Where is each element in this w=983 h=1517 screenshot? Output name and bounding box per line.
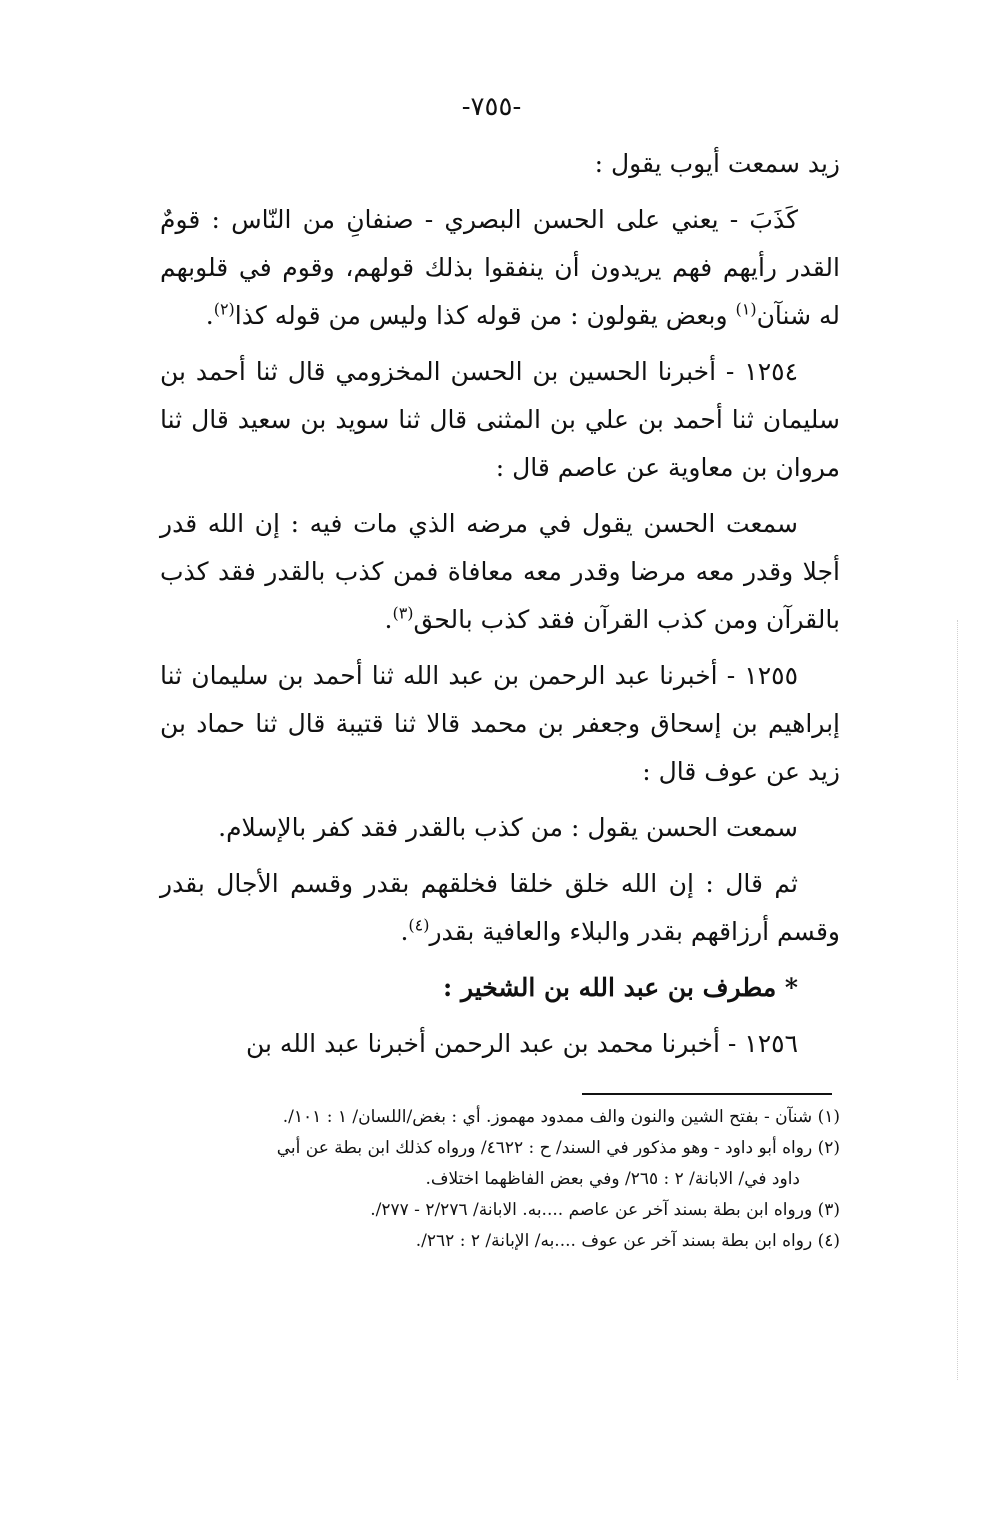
footnote-ref-3[interactable]: (٣) (392, 603, 414, 623)
paragraph-5: ١٢٥٥ - أخبرنا عبد الرحمن بن عبد الله ثنا أحمد بن سليمان ثنا إبراهيم بن إسحاق وجعفر بن محمد قالا ثنا قتيبة قال ثنا حماد بن زيد عن عوف قال : (160, 661, 840, 786)
paragraph-7: ثم قال : إن الله خلق خلقا فخلقهم بقدر وقسم الأجال بقدر وقسم أرزاقهم بقدر والبلاء والعافية بقدر$^{(٤)}$. (160, 869, 840, 946)
paragraph-1: زيد سمعت أيوب يقول : (594, 149, 840, 178)
paragraph-3: ١٢٥٤ - أخبرنا الحسين بن الحسن المخزومي قال ثنا أحمد بن سليمان ثنا أحمد بن علي بن المثنى قال ثنا سويد بن سعيد قال ثنا مروان بن معاوية عن عاصم قال : (160, 357, 840, 482)
paragraph-2: كَذَبَ - يعني على الحسن البصري - صنفانِ من النّاس : قومٌ القدر رأيهم فهم يريدون أن ينفقوا بذلك قولهم، وقوم في قلوبهم له شنآن$^{(١)}$ وبعض يقولون : من قوله كذا وليس من قوله كذا$^{(٢)}$. (160, 205, 840, 330)
paragraph-8: ١٢٥٦ - أخبرنا محمد بن عبد الرحمن أخبرنا عبد الله بن (245, 1029, 798, 1058)
body-text (160, 140, 840, 1076)
paragraph-4: سمعت الحسن يقول في مرضه الذي مات فيه : إن الله قدر أجلا وقدر معه مرضا وقدر معه معافاة فمن كذب بالقدر فقد كذب بالقرآن ومن كذب القرآن فقد كذب بالحق$^{(٣)}$. (160, 509, 840, 634)
footnote-number: (١) (817, 1107, 840, 1127)
footnote-separator (582, 1093, 832, 1095)
footnote-number: (٢) (817, 1138, 840, 1158)
paragraph-6: سمعت الحسن يقول : من كذب بالقدر فقد كفر بالإسلام. (218, 813, 798, 842)
footnote-4: (٤) رواه ابن بطة بسند آخر عن عوف ....به/ الإبانة/ ٢ : ٢٦٢/. (415, 1231, 840, 1251)
footnote-ref-4[interactable]: (٤) (408, 915, 430, 935)
footnote-1: (١) شنآن - بفتح الشين والنون والف ممدود مهموز. أي : بغض/اللسان/ ١ : ١٠١/. (282, 1107, 840, 1127)
footnote-ref-1[interactable]: (١) (735, 299, 757, 319)
footnote-2: (٢) رواه أبو داود - وهو مذكور في السند/ ح : ٤٦٢٢/ ورواه كذلك ابن بطة عن أبي (276, 1138, 840, 1158)
section-heading: * مطرف بن عبد الله بن الشخير : (443, 973, 798, 1002)
footnote-2-continuation: داود في/ الابانة/ ٢ : ٢٦٥/ وفي بعض الفاظهما اختلاف. (425, 1169, 800, 1189)
scan-edge (957, 620, 958, 1380)
footnote-number: (٣) (817, 1200, 840, 1220)
footnote-ref-2[interactable]: (٢) (213, 299, 235, 319)
footnote-3: (٣) ورواه ابن بطة بسند آخر عن عاصم ....به. الابانة/ ٢/٢٧٦ - ٢٧٧/. (370, 1200, 840, 1220)
page-number: -٧٥٥- (461, 92, 522, 122)
footnote-number: (٤) (817, 1231, 840, 1251)
footnotes (160, 1103, 840, 1258)
